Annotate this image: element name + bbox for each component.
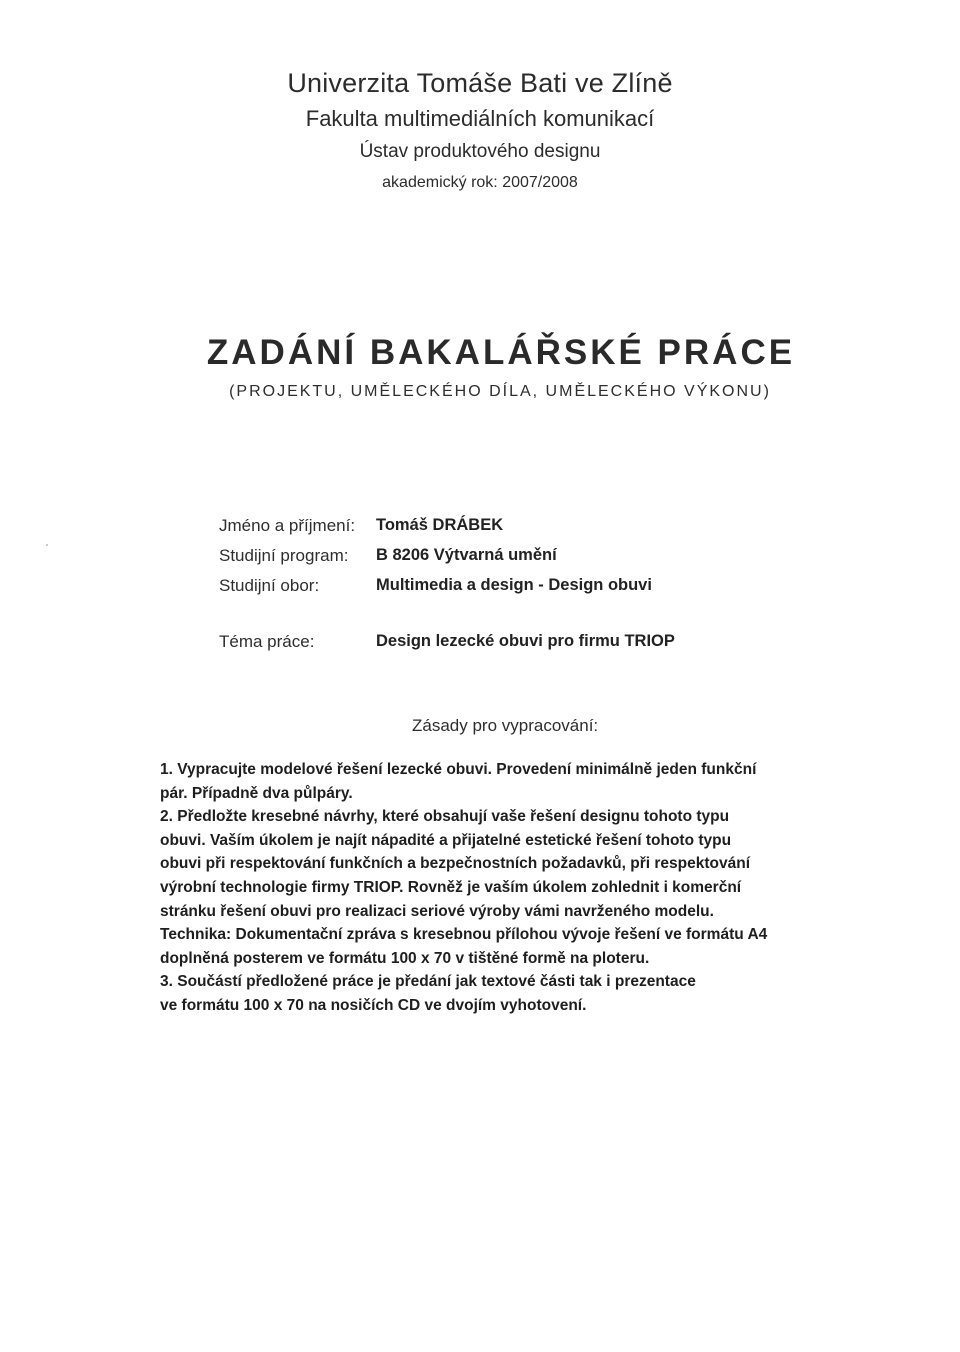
principles-line: stránku řešení obuvi pro realizaci seriové výroby vámi navrženého modelu.	[160, 902, 714, 920]
program-value: B 8206 Výtvarná umění	[376, 546, 557, 564]
topic-value: Design lezecké obuvi pro firmu TRIOP	[376, 632, 675, 650]
document-subtitle: (PROJEKTU, UMĚLECKÉHO DÍLA, UMĚLECKÉHO VÝKONU)	[229, 383, 771, 400]
principles-line: ve formátu 100 x 70 na nosičích CD ve dvojím vyhotovení.	[160, 996, 587, 1014]
principles-text	[160, 758, 820, 1018]
principles-line: pár. Případně dva půlpáry.	[160, 784, 353, 802]
principles-line: Technika: Dokumentační zpráva s kresebnou přílohou vývoje řešení ve formátu A4	[160, 926, 768, 944]
name-label: Jméno a příjmení:	[219, 516, 356, 535]
topic-label: Téma práce:	[219, 632, 315, 651]
academic-year: akademický rok: 2007/2008	[382, 174, 578, 191]
principles-line: výrobní technologie firmy TRIOP. Rovněž je vaším úkolem zohlednit i komerční	[160, 878, 742, 896]
info-row-field	[0, 576, 960, 604]
field-value: Multimedia a design - Design obuvi	[376, 576, 652, 594]
principles-line: obuvi. Vaším úkolem je najít nápadité a přijatelné estetické řešení tohoto typu	[160, 831, 732, 849]
principles-line: obuvi při respektování funkčních a bezpečnostních požadavků, při respektování	[160, 855, 751, 873]
principles-line: 2. Předložte kresebné návrhy, které obsahují vaše řešení designu tohoto typu	[160, 808, 730, 826]
info-row-name	[0, 516, 960, 544]
university-name: Univerzita Tomáše Bati ve Zlíně	[287, 68, 673, 98]
institute-name: Ústav produktového designu	[359, 141, 601, 162]
principles-line: doplněná posterem ve formátu 100 x 70 v tištěné formě na ploteru.	[160, 949, 650, 967]
principles-line: 3. Součástí předložené práce je předání jak textové části tak i prezentace	[160, 973, 696, 991]
document-title: ZADÁNÍ BAKALÁŘSKÉ PRÁCE	[206, 333, 796, 372]
faculty-name: Fakulta multimediálních komunikací	[305, 106, 655, 131]
name-value: Tomáš DRÁBEK	[376, 516, 504, 534]
program-label: Studijní program:	[219, 546, 349, 565]
principles-title: Zásady pro vypracování:	[412, 716, 599, 735]
principles-line: 1. Vypracujte modelové řešení lezecké obuvi. Provedení minimálně jeden funkční	[160, 761, 757, 778]
info-row-topic	[0, 632, 960, 660]
field-label: Studijní obor:	[219, 576, 320, 595]
info-row-program	[0, 546, 960, 574]
